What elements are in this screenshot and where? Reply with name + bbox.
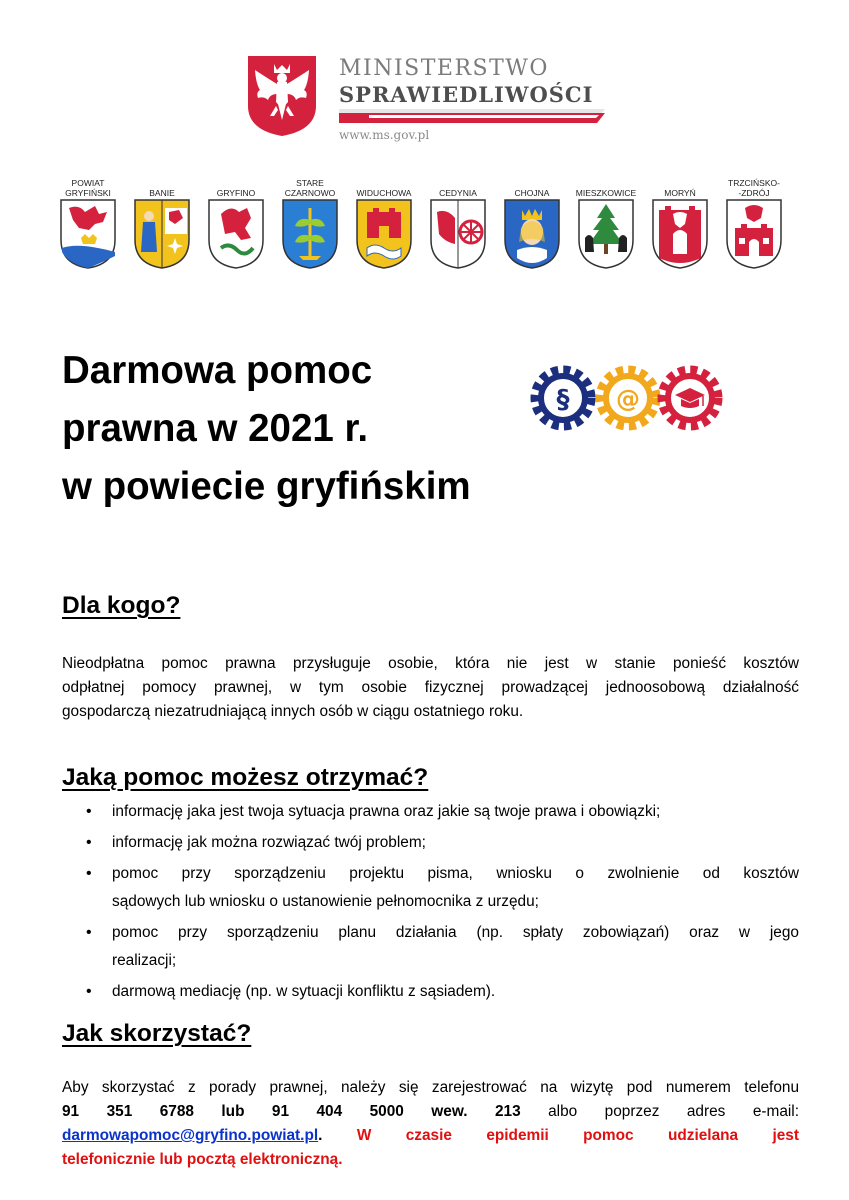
section-heading-for-whom: Dla kogo?: [62, 592, 181, 619]
crest-label: MORYŃ: [664, 188, 696, 198]
phone-numbers: 91 351 6788 lub 91 404 5000 wew. 213: [62, 1103, 521, 1120]
epidemic-notice: W czasie epidemii pomoc udzielana jest: [356, 1127, 799, 1144]
list-item: • pomoc przy sporządzeniu projektu pisma, wniosku o zwolnienie od kosztów sądowych lub wniosku o ustanowienie pełnomocnika z urzędu;: [62, 860, 799, 916]
paragraph-line: gospodarczą niezatrudniającą innych osób w ciągu ostatniego roku.: [62, 703, 524, 720]
crest-gryfino: [203, 168, 269, 276]
help-types-list: [62, 798, 799, 1009]
gears-logo: [525, 362, 725, 434]
moryn-crest-icon: [651, 198, 709, 270]
list-item: • pomoc przy sporządzeniu planu działania (np. spłaty zobowiązań) oraz w jego realizacji;: [62, 919, 799, 975]
crest-label: STARE CZARNOWO: [284, 178, 336, 198]
paragraph-line: Nieodpłatna pomoc prawna przysługuje osobie, która nie jest w stanie ponieść kosztów: [62, 655, 799, 672]
paragraph-line: 91 351 6788 lub 91 404 5000 wew. 213 albo poprzez adres e-mail:: [62, 1103, 799, 1120]
graduation-cap-gear-icon: [662, 370, 718, 426]
powiat-gryfinski-crest-icon: [59, 198, 117, 270]
page-title: [62, 342, 582, 516]
crest-mieszkowice: [573, 168, 639, 276]
list-item: • informację jak można rozwiązać twój problem;: [62, 829, 799, 857]
svg-text:@: @: [616, 385, 640, 413]
ministry-name-line2: SPRAWIEDLIWOŚCI: [339, 82, 594, 107]
flag-stripe-icon: [339, 109, 605, 123]
crest-moryn: [647, 168, 713, 276]
crest-banie: [129, 168, 195, 276]
crest-label: CHOJNA: [514, 188, 550, 198]
gryfino-crest-icon: [207, 198, 265, 270]
crest-label: MIESZKOWICE: [575, 188, 637, 198]
municipality-crests-row: [55, 168, 800, 276]
crest-label: WIDUCHOWA: [356, 188, 412, 198]
crest-cedynia: [425, 168, 491, 276]
banie-crest-icon: [133, 198, 191, 270]
ministry-name-line1: MINISTERSTWO: [339, 56, 549, 81]
chojna-crest-icon: [503, 198, 561, 270]
title-line-3: w powiecie gryfińskim: [62, 465, 471, 508]
section-for-whom-text: [62, 652, 799, 724]
polish-eagle-logo-icon: [246, 54, 318, 138]
cedynia-crest-icon: [429, 198, 487, 270]
svg-text:§: §: [556, 385, 570, 415]
ministry-url: www.ms.gov.pl: [339, 128, 430, 142]
crest-chojna: [499, 168, 565, 276]
at-sign-gear-icon: [600, 370, 656, 426]
ministry-header: [246, 54, 606, 154]
stare-czarnowo-crest-icon: [281, 198, 339, 270]
crest-stare-czarnowo: [277, 168, 343, 276]
list-item: • darmową mediację (np. w sytuacji konfliktu z sąsiadem).: [62, 978, 799, 1006]
trzcinsko-zdroj-crest-icon: [725, 198, 783, 270]
paragraph-line: [62, 1148, 799, 1172]
email-link[interactable]: darmowapomoc@gryfino.powiat.pl: [62, 1127, 319, 1144]
epidemic-notice-continued: telefonicznie lub pocztą elektroniczną.: [62, 1151, 343, 1168]
crest-label: BANIE: [149, 188, 175, 198]
section-heading-help-types: Jaką pomoc możesz otrzymać?: [62, 764, 429, 791]
crest-label: CEDYNIA: [439, 188, 477, 198]
crest-trzcinsko-zdroj: [721, 168, 787, 276]
paragraph-line: darmowapomoc@gryfino.powiat.pl. W czasie epidemii pomoc udzielana jest: [62, 1127, 799, 1144]
crest-label: TRZCIŃSKO- -ZDRÓJ: [728, 178, 780, 198]
crest-widuchowa: [351, 168, 417, 276]
list-item: • informację jaka jest twoja sytuacja prawna oraz jakie są twoje prawa i obowiązki;: [62, 798, 799, 826]
title-line-1: Darmowa pomoc: [62, 349, 373, 392]
paragraph-gear-icon: [535, 370, 591, 426]
title-line-2: prawna w 2021 r.: [62, 407, 369, 450]
section-how-to-use-text: [62, 1076, 799, 1172]
section-heading-how-to-use: Jak skorzystać?: [62, 1020, 252, 1047]
mieszkowice-crest-icon: [577, 198, 635, 270]
widuchowa-crest-icon: [355, 198, 413, 270]
crest-label: GRYFINO: [216, 188, 256, 198]
crest-powiat-gryfinski: [55, 168, 121, 276]
crest-label: POWIAT GRYFIŃSKI: [65, 178, 111, 198]
paragraph-line: odpłatnej pomocy prawnej, w tym osobie fizycznej prowadzącej jednoosobową działalność: [62, 679, 799, 696]
paragraph-line: Aby skorzystać z porady prawnej, należy się zarejestrować na wizytę pod numerem telefonu: [62, 1079, 799, 1096]
